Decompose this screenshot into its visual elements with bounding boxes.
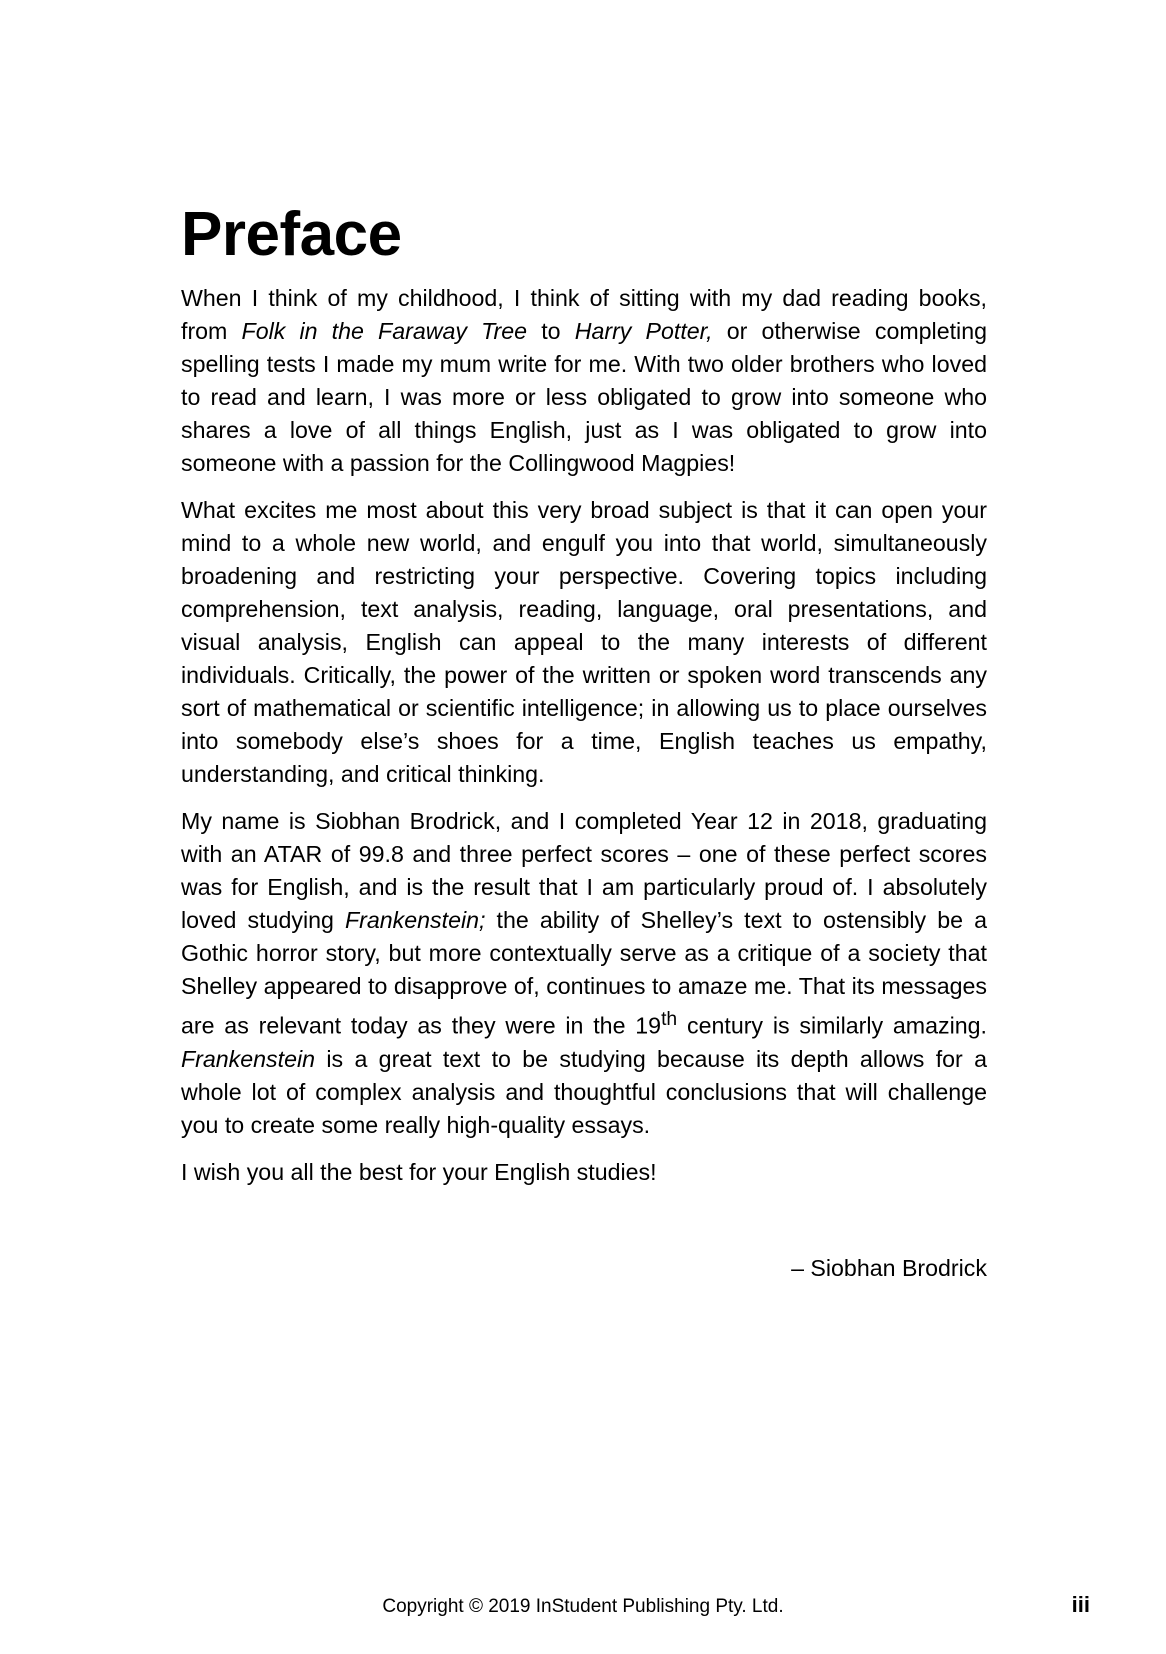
paragraph-3-text-f: is a great text to be studying because its depth allows for a whole lot of complex analysis and thoughtful conclusions that will challenge you to create some really high-quality essays. xyxy=(181,1045,987,1138)
paragraph-4: I wish you all the best for your English studies! xyxy=(181,1158,657,1185)
author-signature: – Siobhan Brodrick xyxy=(791,1255,987,1281)
book-title-frankenstein-2: Frankenstein xyxy=(181,1045,316,1072)
paragraph-1-text-e: or otherwise completing spelling tests I made my mum write for me. With two older brothers who loved to read and learn, I was more or less obligated to grow into someone who shares a love of all things English, just as I was obligated to grow into someone with a passion for the Collingwood Magpies! xyxy=(181,318,987,476)
book-title-frankenstein: Frankenstein; xyxy=(344,907,486,933)
page-number: iii xyxy=(1071,1592,1090,1617)
book-title-harry-potter: Harry Potter, xyxy=(574,318,713,344)
paragraph-1-text-a: When I think of my childhood, I think of sitting with my dad reading books, from xyxy=(181,285,987,344)
paragraph-3-text-c: the ability of Shelley’s text to ostensibly be a Gothic horror story, but more contextually serve as a critique of a society that Shelley appeared to disapprove of, continues to amaze me. That its messages are as relevant today as they were in the 19 xyxy=(181,907,987,1039)
paragraph-1 xyxy=(181,282,987,480)
copyright-footer: Copyright © 2019 InStudent Publishing Pty. Ltd. xyxy=(382,1596,784,1617)
page-title: Preface xyxy=(181,200,402,269)
paragraph-3-text-d: century is similarly amazing. xyxy=(677,1012,987,1039)
paragraph-2: What excites me most about this very broad subject is that it can open your mind to a whole new world, and engulf you into that world, simultaneously broadening and restricting your perspective. Covering topics including comprehension, text analysis, reading, language, oral presentations, and visual analysis, English can appeal to the many interests of different individuals. Critically, the power of the written or spoken word transcends any sort of mathematical or scientific intelligence; in allowing us to place ourselves into somebody else’s shoes for a time, English teaches us empathy, understanding, and critical thinking. xyxy=(181,497,987,787)
ordinal-superscript: th xyxy=(661,1009,678,1030)
paragraph-1-text-c: to xyxy=(527,318,575,344)
preface-body xyxy=(181,282,987,1203)
book-title-folk-faraway-tree: Folk in the Faraway Tree xyxy=(241,318,528,344)
paragraph-3 xyxy=(181,805,987,1142)
paragraph-3-text-a: My name is Siobhan Brodrick, and I completed Year 12 in 2018, graduating with an ATAR of 99.8 and three perfect scores – one of these perfect scores was for English, and is the result that I am particularly proud of. I absolutely loved studying xyxy=(181,808,987,933)
